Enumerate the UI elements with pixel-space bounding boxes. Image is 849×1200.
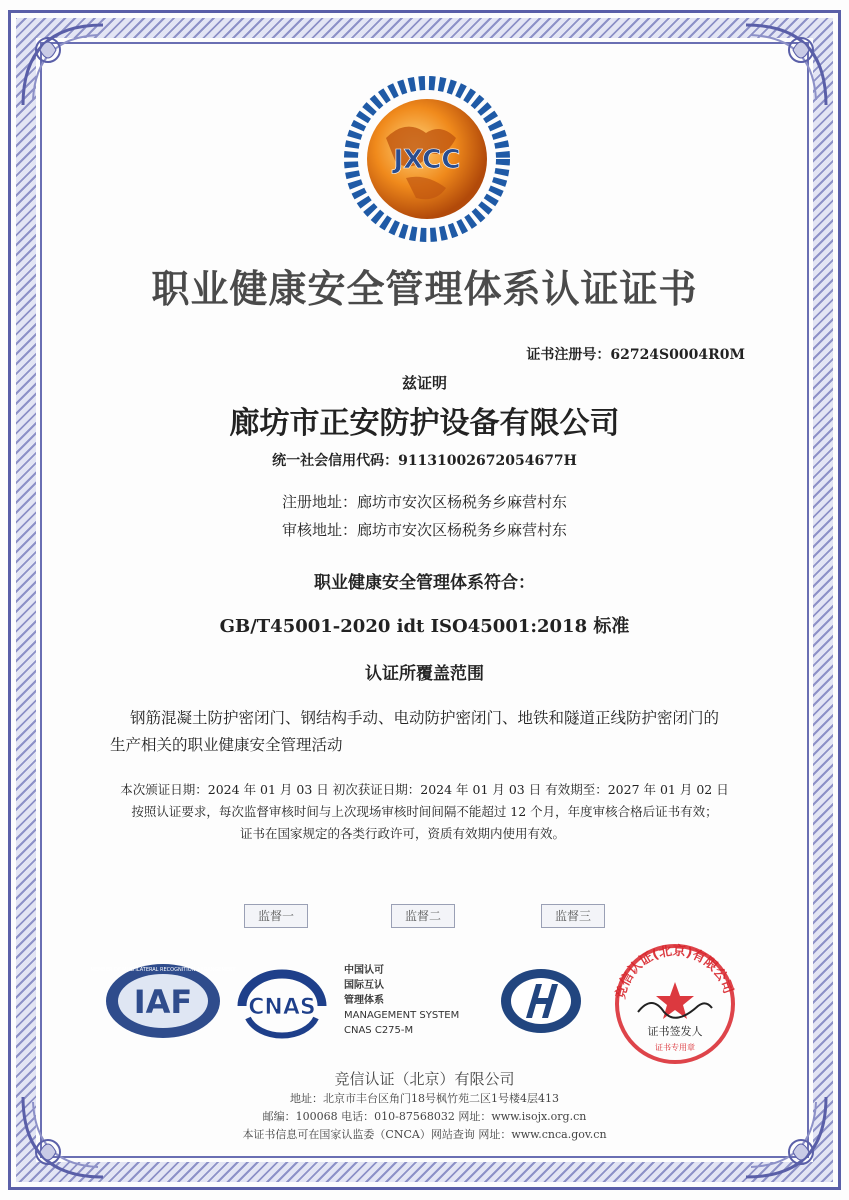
scope-text-line2: 生产相关的职业健康安全管理活动 [110,736,343,754]
supervision-box-2: 监督二 [391,904,455,928]
audit-address: 审核地址：廊坊市安次区杨税务乡麻营村东 [281,521,567,539]
logo-text: JXCC [393,145,461,175]
cnas-caption-line: 国际互认 [344,980,384,991]
validity-rule-line1: 按照认证要求，每次监督审核时间与上次现场审核时间间隔不能超过 12 个月，年度审核合格后证书有效； [131,804,718,819]
issuer-address: 地址：北京市丰台区角门18号枫竹苑二区1号楼4层413 [290,1092,559,1105]
supervision-box-1: 监督一 [244,904,308,928]
cnas-caption-line: 中国认可 [344,965,384,976]
jxcc-globe-logo-icon [346,78,508,240]
corner-ornament-icon [18,20,108,110]
issuer-contact: 邮编：100068 电话：010-87568032 网址：www.isojx.org.cn [262,1110,587,1123]
cnas-logo-icon [232,966,332,1040]
registration-number: 证书注册号：62724S0004R0M [526,347,745,363]
company-seal-icon [602,934,748,1064]
certificate-dates: 本次颁证日期：2024 年 01 月 03 日 初次获证日期：2024 年 01 月 03 日 有效期至：2027 年 01 月 02 日 [120,782,729,797]
iaf-text: IAF [133,983,193,1021]
standard-name: GB/T45001-2020 idt ISO45001:2018 标准 [219,616,630,637]
h-accreditation-logo-icon [498,966,584,1036]
supervision-box-3: 监督三 [541,904,605,928]
certificate-intro: 兹证明 [401,374,447,392]
certificate-title: 职业健康安全管理体系认证证书 [151,267,698,311]
iaf-logo-icon [90,962,236,1040]
issuer-name: 竞信认证（北京）有限公司 [334,1070,515,1088]
cnas-caption-line: 管理体系 [344,995,384,1006]
company-name: 廊坊市正安防护设备有限公司 [229,406,620,441]
cnas-caption-line: MANAGEMENT SYSTEM [344,1010,460,1021]
seal-ring-text: 竞信认证(北京)有限公司 [613,943,736,1001]
iaf-ring-text: MEMBER OF MULTILATERAL RECOGNITION ARRANGEMENT [90,967,236,973]
query-info: 本证书信息可在国家认监委（CNCA）网站查询 网址：www.cnca.gov.cn [242,1128,607,1141]
credit-code: 统一社会信用代码：91131002672054677H [272,453,577,469]
seal-bottom-text: 证书专用章 [655,1043,695,1052]
seal-label: 证书签发人 [647,1025,703,1038]
cnas-caption [344,963,459,1038]
scope-title: 认证所覆盖范围 [365,664,484,684]
registered-address: 注册地址：廊坊市安次区杨税务乡麻营村东 [281,493,567,511]
scope-text-line1: 钢筋混凝土防护密闭门、钢结构手动、电动防护密闭门、地铁和隧道正线防护密闭门的 [129,709,719,727]
conformity-statement: 职业健康安全管理体系符合： [314,573,535,593]
corner-ornament-icon [741,20,831,110]
cnas-text: CNAS [248,995,316,1020]
validity-rule-line2: 证书在国家规定的各类行政许可，资质有效期内使用有效。 [240,826,566,841]
cnas-caption-line: CNAS C275-M [344,1025,414,1036]
